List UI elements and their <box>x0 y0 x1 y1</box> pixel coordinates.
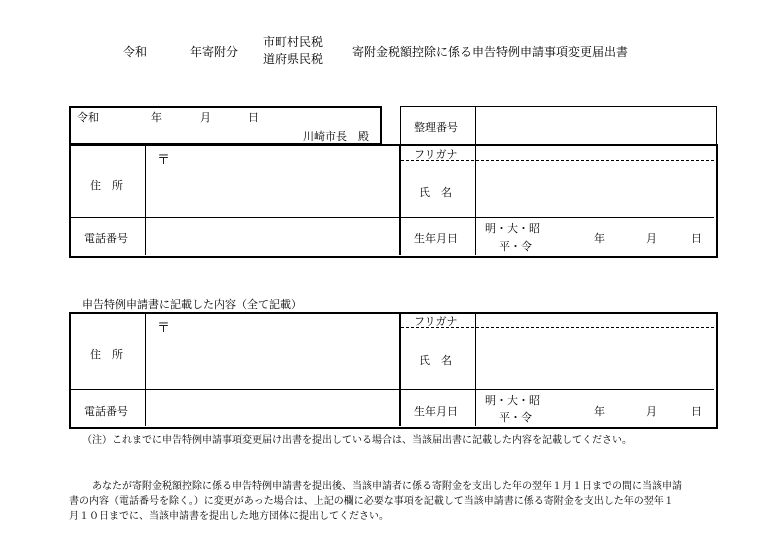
recipient: 川崎市長 殿 <box>303 130 369 143</box>
furigana-label-2: フリガナ <box>414 315 458 328</box>
instruction-line-3: 月１０日までに、当該申請書を提出した地方団体に提出してください。 <box>69 511 389 522</box>
furigana-label: フリガナ <box>414 148 458 161</box>
note: （注）これまでに申告特例申請事項変更届け出書を提出している場合は、当該届出書に記載した内容を記載してください。 <box>82 435 632 446</box>
dob-label-2: 生年月日 <box>414 405 458 418</box>
dob-era-options-1: 明・大・昭 <box>485 222 540 235</box>
header-era: 令和 <box>123 45 148 59</box>
dob-day-2: 日 <box>691 405 702 418</box>
dob-day: 日 <box>691 232 702 245</box>
date-year: 年 <box>151 111 162 124</box>
date-era: 令和 <box>77 111 99 124</box>
ref-number-label: 整理番号 <box>414 121 458 134</box>
dob-year-2: 年 <box>594 405 605 418</box>
phone-field-2[interactable] <box>147 392 397 425</box>
address-field[interactable] <box>147 165 397 215</box>
name-label-2: 氏 名 <box>419 354 452 367</box>
dob-month-2: 月 <box>646 405 657 418</box>
name-label: 氏 名 <box>419 186 452 199</box>
address-label-2: 住 所 <box>90 348 123 361</box>
section2-caption: 申告特例申請書に記載した内容（全て記載） <box>82 298 302 311</box>
address-label: 住 所 <box>90 179 123 192</box>
dob-month: 月 <box>646 232 657 245</box>
name-field[interactable] <box>477 163 713 215</box>
page-title: 寄附金税額控除に係る申告特例申請事項変更届出書 <box>352 45 629 59</box>
dob-era-options-1-2: 明・大・昭 <box>485 394 540 407</box>
phone-label: 電話番号 <box>84 232 128 245</box>
date-day: 日 <box>248 111 259 124</box>
dob-year: 年 <box>594 232 605 245</box>
header-year-label: 年寄附分 <box>190 45 239 59</box>
dob-era-options-2: 平・令 <box>499 240 532 253</box>
dob-era-options-2-2: 平・令 <box>499 411 532 424</box>
header-tax-line2: 道府県民税 <box>263 52 324 66</box>
phone-label-2: 電話番号 <box>84 405 128 418</box>
furigana-field-2[interactable] <box>477 314 713 326</box>
postal-mark: 〒 <box>157 153 171 168</box>
instruction-line-2: 書の内容（電話番号を除く。）に変更があった場合は、上記の欄に必要な事項を記載して当該申請書に係る寄附金を支出した年の翌年１ <box>69 496 674 507</box>
postal-mark-2: 〒 <box>157 321 171 336</box>
address-field-2[interactable] <box>147 333 397 387</box>
dob-label: 生年月日 <box>414 232 458 245</box>
header-tax-line1: 市町村民税 <box>263 35 324 49</box>
date-month: 月 <box>200 111 211 124</box>
instruction-line-1: あなたが寄附金税額控除に係る申告特例申請書を提出後、当該申請者に係る寄附金を支出した年の翌年１月１日までの間に当該申請 <box>92 481 682 492</box>
furigana-field[interactable] <box>477 147 713 159</box>
name-field-2[interactable] <box>477 330 713 387</box>
phone-field[interactable] <box>147 220 397 253</box>
